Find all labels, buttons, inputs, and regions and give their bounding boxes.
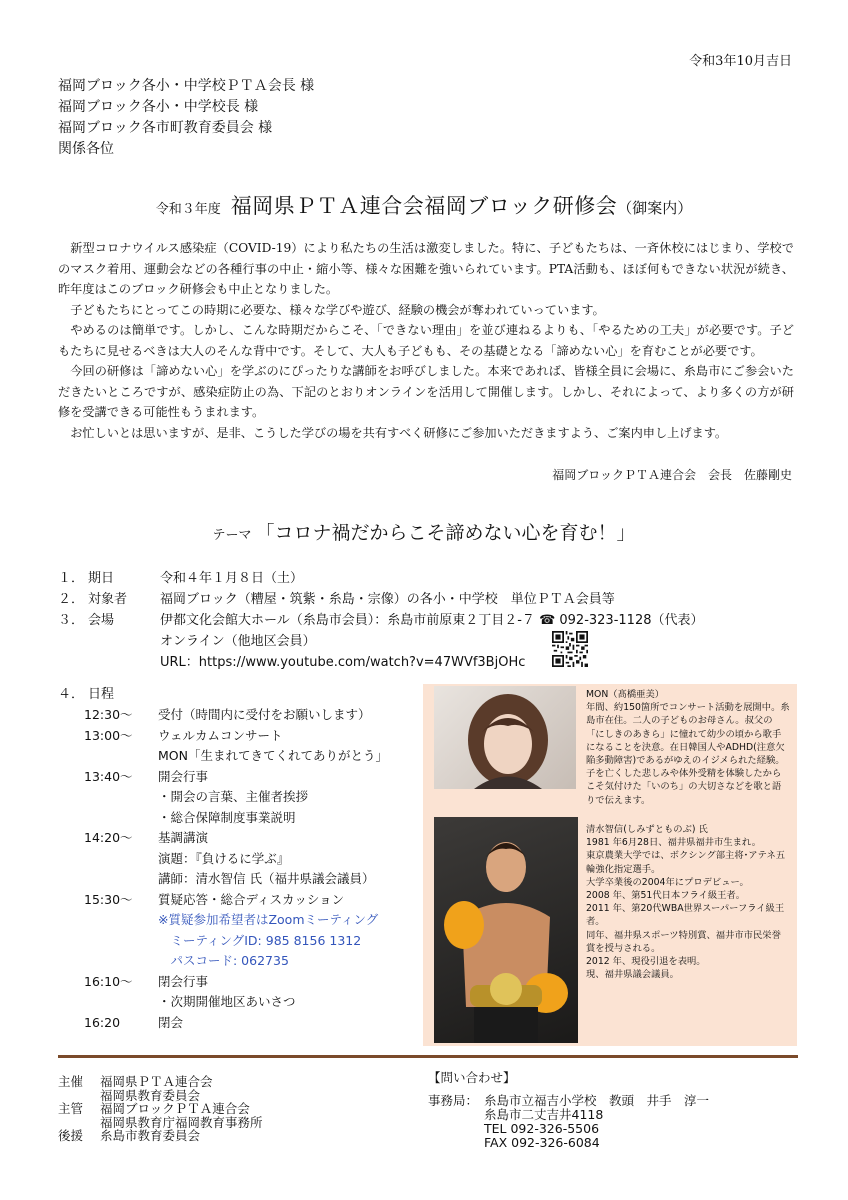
detail-row: １． 期日 令和４年１月８日（土）: [58, 568, 703, 589]
detail-row: ２． 対象者 福岡ブロック（糟屋・筑紫・糸島・宗像）の各小・中学校 単位ＰＴＡ会員等: [58, 589, 703, 610]
schedule-row: MON「生まれてきてくれてありがとう」: [158, 748, 388, 763]
divider: [58, 1055, 798, 1058]
contact-title: 【問い合わせ】: [428, 1070, 516, 1085]
zoom-meeting-id: ミーティングID: 985 8156 1312: [158, 932, 362, 948]
document-title: [0, 190, 848, 220]
detail-value: 伊都文化会館大ホール（糸島市会員）：糸島市前原東２丁目２-７ ☎ 092-323-1128（代表）: [160, 613, 704, 628]
schedule-row: ・次期開催地区あいさつ: [158, 994, 296, 1009]
detail-row: [58, 631, 703, 652]
addressee: 関係各位: [58, 141, 114, 157]
contact-block: [428, 1068, 709, 1150]
body-text: [58, 238, 794, 443]
paragraph: 今回の研修は「諦めない心」を学ぶのにぴったりな講師をお呼びしました。本来であれば、皆様全員に会場に、糸島市にご参会いただきたいところですが、感染症防止の為、下記のとおりオンラインを活用して開催します。しかし、それによって、より多くの方が研修を受講できる可能性もうまれます。: [58, 364, 794, 419]
bio-line: 2011 年、第20代WBA世界スーパーフライ級王者。: [586, 903, 785, 928]
bio-line: 2012 年、現役引退を表明。: [586, 956, 706, 968]
zoom-note: ※質疑参加希望者はZoomミーティング: [158, 912, 379, 927]
schedule-heading: ４． 日程: [58, 684, 114, 705]
schedule-row: 12:30〜 受付（時間内に受付をお願いします）: [84, 707, 371, 722]
schedule-row: 13:00〜 ウェルカムコンサート: [84, 727, 283, 743]
addressee-list: [58, 76, 314, 160]
contact-row: 事務局： 糸島市立福吉小学校 教頭 井手 淳一: [428, 1093, 710, 1108]
detail-label: 会場: [88, 613, 115, 628]
paragraph: 子どもたちにとってこの時期に必要な、様々な学びや遊び、経験の機会が奪われていっています。: [70, 302, 605, 317]
schedule-row: 16:10〜 閉会行事: [84, 973, 209, 989]
organizer-list: [58, 1075, 263, 1143]
addressee: 福岡ブロック各市町教育委員会 様: [58, 120, 273, 136]
schedule-label: 日程: [88, 687, 115, 702]
signature: 福岡ブロックＰＴＡ連合会 会長 佐藤剛史: [552, 468, 792, 482]
schedule-list: [84, 705, 388, 1033]
detail-label: 期日: [88, 571, 115, 586]
schedule-row: 16:20 閉会: [84, 1014, 184, 1030]
zoom-passcode: パスコード: 062735: [158, 953, 289, 968]
organizer-row: 主催 福岡県ＰＴＡ連合会: [58, 1074, 213, 1089]
stream-url-link[interactable]: URL：https://www.youtube.com/watch?v=47WVf3BjOHc: [160, 655, 526, 670]
bio-line: 同年、福井県スポーツ特別賞、福井市市民栄誉賞を授与される。: [586, 929, 781, 954]
speaker-name: 清水智信(しみずとものぶ) 氏: [586, 824, 708, 835]
schedule-row: 演題：『負けるに学ぶ』: [158, 850, 290, 866]
bio-line: 大学卒業後の2004年にプロデビュー。: [586, 876, 749, 888]
detail-row: [58, 652, 703, 673]
issue-date: 令和3年10月吉日: [689, 54, 792, 69]
bio-line: 東京農業大学では、ボクシング部主将･アテネ五輪強化指定選手。: [586, 850, 786, 875]
organizer-row: 福岡県教育庁福岡教育事務所: [100, 1114, 263, 1130]
contact-phone: TEL 092-326-5506: [484, 1121, 600, 1136]
boxer-photo: [434, 817, 578, 1043]
speaker-bio: [586, 823, 790, 981]
event-details: [58, 568, 703, 673]
theme-heading: [0, 518, 848, 545]
organizer-row: 主管 福岡ブロックＰＴＡ連合会: [58, 1101, 250, 1116]
bio-line: 2008 年、第51代日本フライ級王者。: [586, 890, 746, 902]
theme-main: 「コロナ禍だからこそ諦めない心を育む！」: [255, 522, 636, 544]
addressee: 福岡ブロック各小・中学校長 様: [58, 99, 259, 115]
detail-value: 福岡ブロック（糟屋・筑紫・糸島・宗像）の各小・中学校 単位ＰＴＡ会員等: [160, 592, 615, 607]
singer-bio: [586, 688, 790, 807]
paragraph: お忙しいとは思いますが、是非、こうした学びの場を共有すべく研修にご参加いただきますよう、ご案内申し上げます。: [70, 425, 728, 440]
organizer-row: 後援 糸島市教育委員会: [58, 1128, 201, 1143]
paragraph: 新型コロナウイルス感染症（COVID-19）により私たちの生活は激変しました。特に、子どもたちは、一斉休校にはじまり、学校でのマスク着用、運動会などの各種行事の中止・縮小等、様々な困難を強いられています。PTA活動も、ほぼ何もできない状況が続き、昨年度はこのブロック研修会も中止となりました。: [58, 241, 794, 296]
singer-photo: [434, 686, 576, 789]
online-venue: オンライン（他地区会員）: [160, 634, 316, 649]
schedule-row: 講師：清水智信 氏（福井県議会議員）: [158, 871, 375, 886]
title-main: 福岡県ＰＴＡ連合会福岡ブロック研修会: [230, 194, 618, 218]
detail-label: 対象者: [88, 592, 128, 607]
bio-line: 現、福井県議会議員。: [586, 969, 679, 981]
detail-value: 令和４年１月８日（土）: [160, 571, 304, 586]
schedule-row: 13:40〜 開会行事: [84, 768, 209, 784]
detail-row: ３． 会場 伊都文化会館大ホール（糸島市会員）：糸島市前原東２丁目２-７ ☎ 092-323-1128（代表）: [58, 610, 703, 631]
qr-code-icon[interactable]: [552, 631, 588, 667]
theme-prefix: テーマ: [212, 528, 252, 543]
schedule-row: ・総合保障制度事業説明: [158, 809, 296, 825]
title-suffix: （御案内）: [617, 199, 693, 217]
organizer-row: 福岡県教育委員会: [100, 1087, 201, 1103]
schedule-row: 15:30〜 質疑応答・総合ディスカッション: [84, 891, 345, 907]
schedule-row: ・開会の言葉、主催者挨拶: [158, 789, 309, 804]
paragraph: やめるのは簡単です。しかし、こんな時期だからこそ、「できない理由」を並び連ねるよりも、「やるための工夫」が必要です。子どもたちに見せるべきは大人のそんな背中です。そして、大人も子どもも、その基礎となる「諦めない心」を育むことが必要です。: [58, 323, 794, 358]
contact-fax: FAX 092-326-6084: [484, 1135, 600, 1150]
schedule-row: 14:20〜 基調講演: [84, 830, 209, 845]
contact-row: 糸島市二丈吉井4118: [484, 1107, 604, 1122]
singer-description: 年間、約150箇所でコンサート活動を展開中。糸島市在住。二人の子どものお母さん。叔父の「にしきのあきら」に憧れて幼少の頃から歌手になることを決意。在日韓国人やADHD(注意欠陥多動障害)であるがゆえのイジメられた経験。子を亡くした悲しみや体外受精を体験したからこそ気付けた「いのち」の大切さなどを歌と語りで伝えます。: [586, 702, 790, 806]
title-prefix: 令和３年度: [155, 202, 221, 217]
bio-line: 1981 年6月28日、福井県福井市生まれ。: [586, 837, 762, 849]
singer-name: MON（髙橋亜美）: [586, 689, 665, 700]
addressee: 福岡ブロック各小・中学校ＰＴＡ会長 様: [58, 78, 315, 94]
